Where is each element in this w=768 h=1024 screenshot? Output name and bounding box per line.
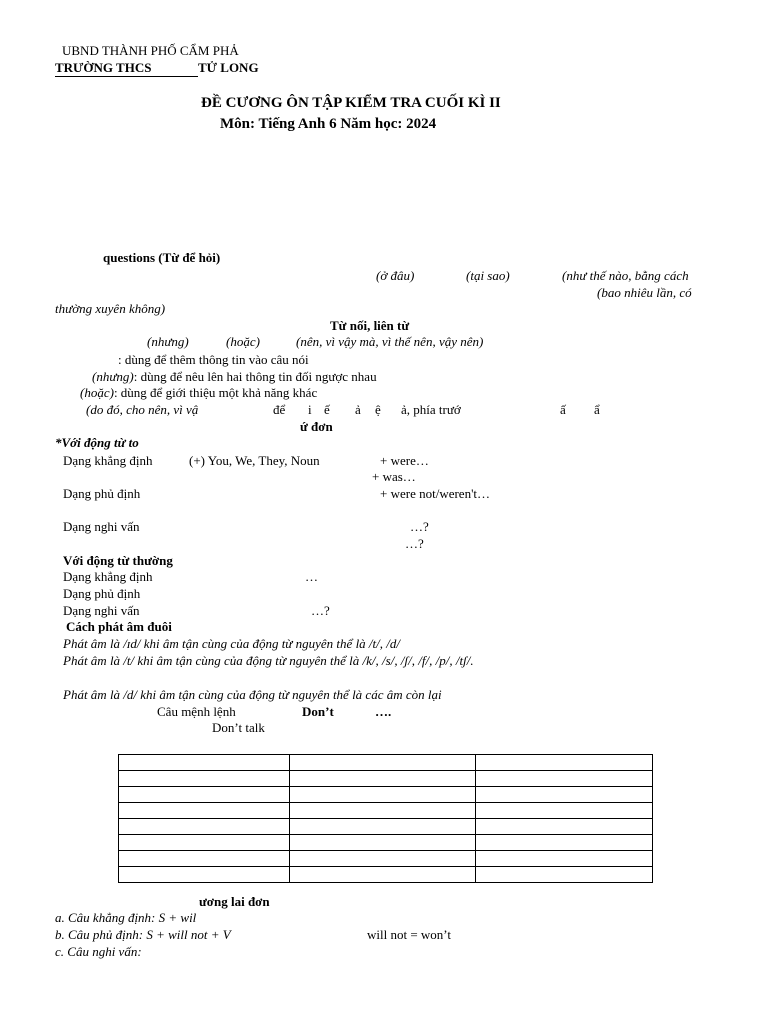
reg-neg-label: Dạng phủ định (63, 586, 141, 601)
table-cell (290, 867, 476, 883)
table-cell (290, 803, 476, 819)
table-row (119, 819, 653, 835)
table-cell (290, 835, 476, 851)
conjunctions-heading: Từ nối, liên từ (330, 318, 410, 333)
table-cell (476, 771, 653, 787)
table-cell (476, 851, 653, 867)
pronunciation-rule-1: Phát âm là /ɪd/ khi âm tận cùng của động từ nguyên thể là /t/, /d/ (63, 636, 400, 651)
conj-but-line (92, 369, 377, 385)
future-negative: b. Câu phủ định: S + will not + V (55, 927, 231, 942)
past-simple-heading: ứ đơn (300, 419, 333, 434)
conj-so-line-f: ệ (375, 402, 381, 417)
conj-but-desc: : dùng để nêu lên hai thông tin đối ngược nhau (133, 369, 377, 384)
table-cell (119, 867, 290, 883)
table-cell (119, 803, 290, 819)
question-mark-1: …? (410, 519, 429, 534)
neg-label: Dạng phủ định (63, 486, 141, 501)
pronunciation-rule-3: Phát âm là /d/ khi âm tận cùng của động từ nguyên thể là các âm còn lại (63, 687, 442, 702)
conj-so-line-i: ẩ (594, 402, 600, 417)
table-cell (290, 819, 476, 835)
school-name (55, 60, 259, 77)
q-why: (tại sao) (466, 268, 510, 283)
table-row (119, 755, 653, 771)
table-cell (119, 835, 290, 851)
table-cell (290, 771, 476, 787)
imperative-dots: …. (375, 704, 392, 719)
questions-heading: questions (Từ để hỏi) (103, 250, 221, 265)
future-simple-heading: ương lai đơn (199, 894, 270, 909)
conj-or-desc: : dùng để giới thiệu một khả năng khác (113, 385, 318, 400)
future-question: c. Câu nghi vấn: (55, 944, 142, 959)
reg-affirm-label: Dạng khẳng định (63, 569, 153, 584)
table-cell (476, 755, 653, 771)
neg-were: + were not/weren't… (380, 486, 491, 501)
reg-question-tail: …? (311, 603, 330, 618)
table-cell (290, 755, 476, 771)
conj-and-desc: : dùng để thêm thông tin vào câu nói (118, 352, 309, 367)
reg-question-label: Dạng nghi vấn (63, 603, 140, 618)
table-cell (290, 851, 476, 867)
affirm-subject: (+) You, We, They, Noun (189, 453, 320, 468)
conj-so-line-b: để (273, 402, 286, 417)
table-row (119, 787, 653, 803)
conj-or: (hoặc) (226, 334, 260, 349)
conj-so-line-g: ả, phía trướ (401, 402, 461, 417)
table-row (119, 835, 653, 851)
q-where: (ở đâu) (376, 268, 415, 283)
imperative-label: Câu mệnh lệnh (157, 704, 236, 719)
conj-so: (nên, vì vậy mà, vì thế nên, vậy nên) (296, 334, 484, 349)
conj-but: (nhưng) (147, 334, 189, 349)
pronunciation-rule-2: Phát âm là /t/ khi âm tận cùng của động từ nguyên thể là /k/, /s/, /ʃ/, /f/, /p/, /tʃ/. (63, 653, 474, 668)
table-cell (476, 787, 653, 803)
regular-verb-heading: Với động từ thường (63, 553, 173, 568)
table-cell (119, 787, 290, 803)
table-cell (119, 771, 290, 787)
school-prefix: TRƯỜNG THCS (55, 60, 198, 77)
to-be-heading-text: *Với động từ to (55, 435, 139, 450)
table-cell (119, 851, 290, 867)
blank-table-body (119, 755, 653, 883)
table-cell (476, 835, 653, 851)
question-label: Dạng nghi vấn (63, 519, 140, 534)
q-how-often-cont: thường xuyên không) (55, 301, 166, 316)
table-row (119, 803, 653, 819)
table-cell (476, 867, 653, 883)
conj-so-line-e: ả (355, 402, 361, 417)
conj-so-line-c: i (308, 402, 312, 417)
future-affirm: a. Câu khẳng định: S + wil (55, 910, 197, 925)
table-cell (119, 755, 290, 771)
to-be-heading (55, 435, 139, 451)
affirm-was: + was… (372, 469, 416, 484)
table-cell (119, 819, 290, 835)
affirm-label: Dạng khẳng định (63, 453, 153, 468)
q-how-often: (bao nhiêu lần, có (597, 285, 692, 300)
conj-so-line-d: ế (324, 402, 330, 417)
blank-table (118, 754, 653, 883)
q-how: (như thế nào, bằng cách (562, 268, 689, 283)
reg-affirm-tail: … (305, 569, 318, 584)
school-name-text: TỬ LONG (198, 60, 259, 75)
affirm-were: + were… (380, 453, 429, 468)
table-cell (290, 787, 476, 803)
conj-but-label: (nhưng) (92, 369, 134, 384)
imperative-example: Don’t talk (212, 720, 265, 735)
conj-so-line-h: ấ (560, 402, 566, 417)
conj-or-line (80, 385, 317, 401)
table-row (119, 851, 653, 867)
document-title: ĐỀ CƯƠNG ÔN TẬP KIỂM TRA CUỐI KÌ II (201, 95, 501, 111)
conj-so-line-a: (do đó, cho nên, vì vậ (86, 402, 199, 417)
table-row (119, 867, 653, 883)
table-cell (476, 803, 653, 819)
table-cell (476, 819, 653, 835)
table-row (119, 771, 653, 787)
imperative-dont: Don’t (302, 704, 334, 719)
conj-or-label: (hoặc) (80, 385, 114, 400)
question-mark-2: …? (405, 536, 424, 551)
future-negative-note: will not = won’t (367, 927, 452, 942)
pronunciation-heading: Cách phát âm đuôi (66, 619, 172, 634)
committee-name: UBND THÀNH PHỐ CẨM PHẢ (62, 43, 239, 58)
document-subtitle: Môn: Tiếng Anh 6 Năm học: 2024 (220, 116, 437, 132)
